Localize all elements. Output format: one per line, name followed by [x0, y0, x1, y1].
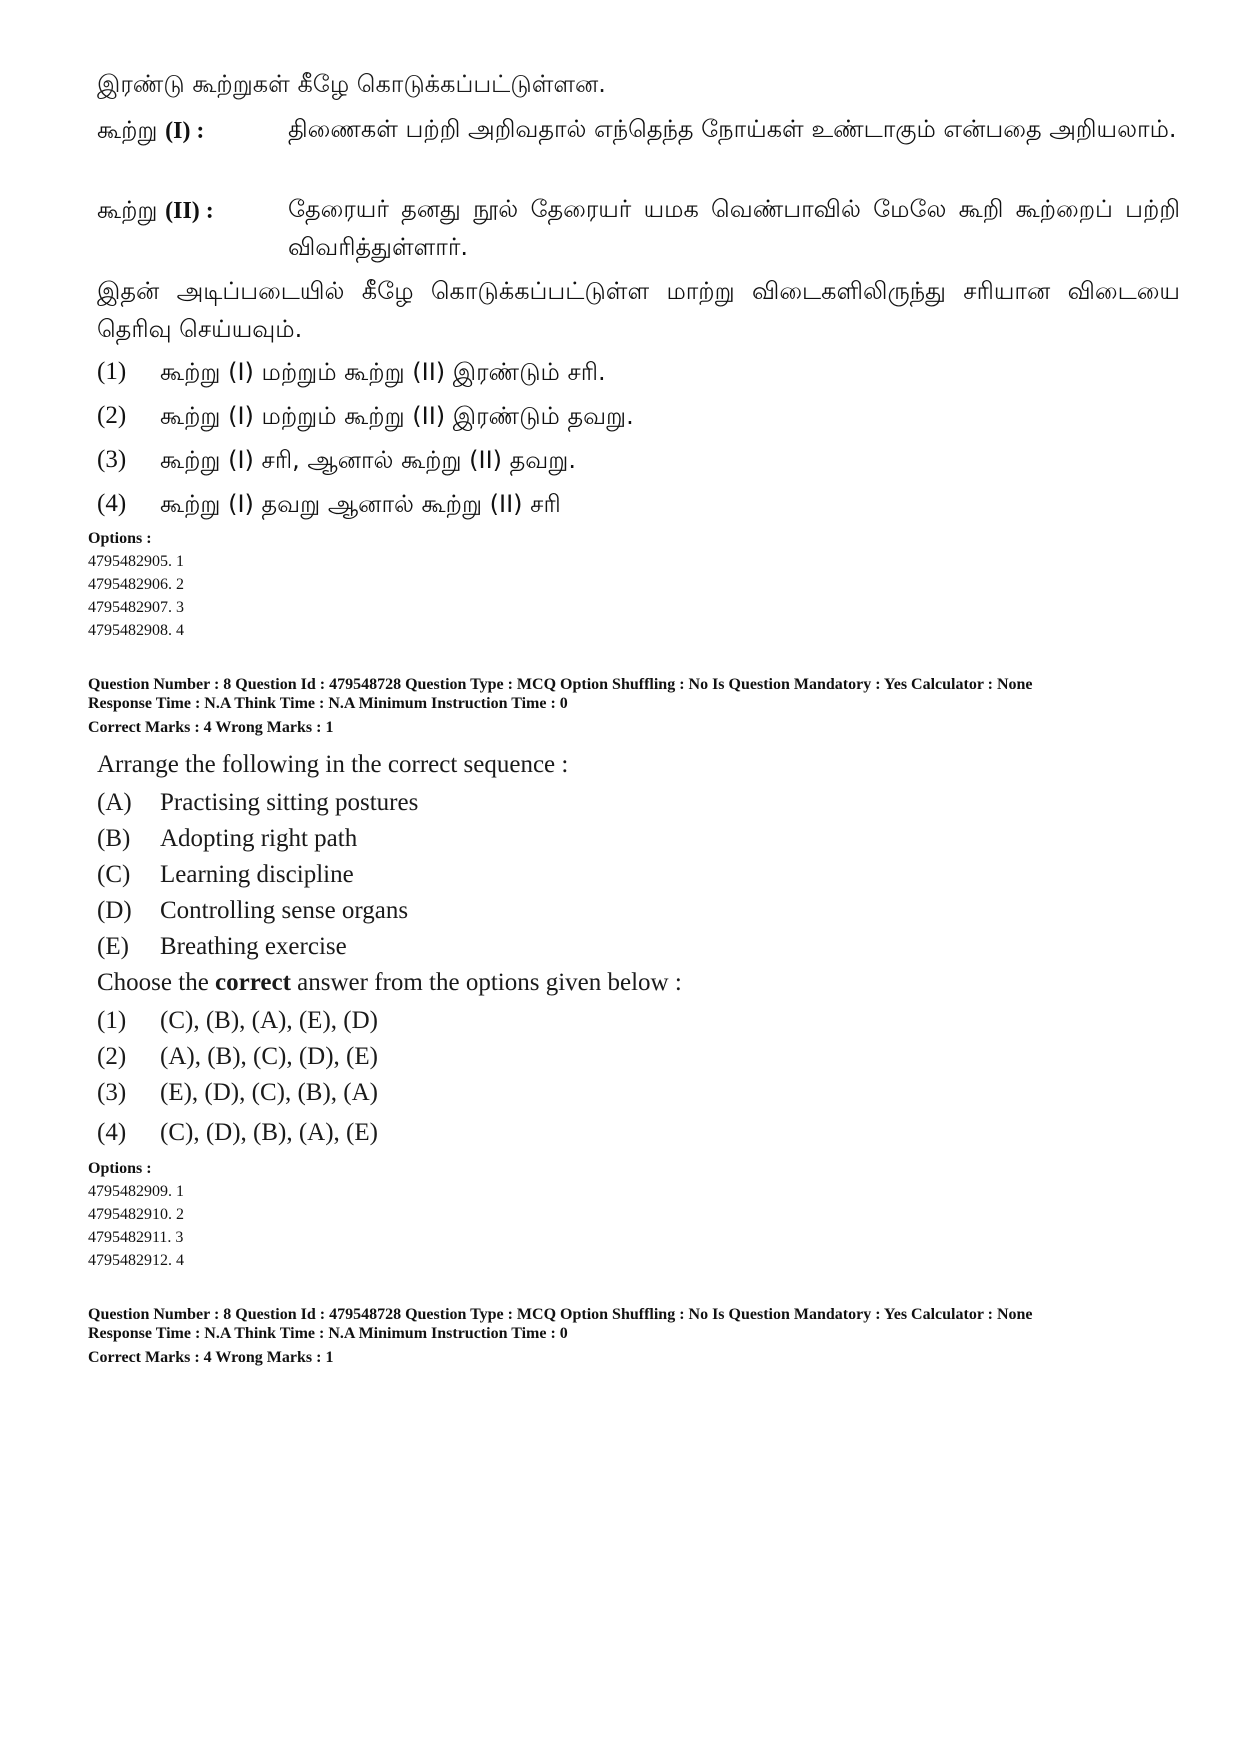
q8-meta-repeat-line3: Correct Marks : 4 Wrong Marks : 1	[88, 1349, 334, 1366]
q7-choice-text: கூற்று (I) சரி, ஆனால் கூற்று (II) தவறு.	[160, 446, 576, 474]
q7-option-id: 4795482906. 2	[88, 576, 184, 593]
choose-before: Choose the	[97, 969, 216, 996]
q8-option-id: 4795482912. 4	[88, 1252, 184, 1269]
q8-item-label: (A)	[97, 789, 132, 816]
q8-choice-text: (C), (D), (B), (A), (E)	[160, 1119, 378, 1146]
q8-choice-num: (3)	[97, 1079, 127, 1106]
q7-choice-num: (3)	[97, 446, 127, 473]
q8-choice-num: (4)	[97, 1119, 127, 1146]
q8-item-text: Breathing exercise	[160, 933, 347, 960]
choose-bold: correct	[215, 969, 291, 996]
q7-option-id: 4795482905. 1	[88, 553, 184, 570]
q7-options-label: Options :	[88, 530, 152, 547]
choose-after: answer from the options given below :	[290, 969, 682, 996]
q8-option-id: 4795482911. 3	[88, 1229, 184, 1246]
q8-item-label: (E)	[97, 933, 129, 960]
statement-roman: (II) :	[165, 198, 214, 224]
q7-choice-text: கூற்று (I) மற்றும் கூற்று (II) இரண்டும் சரி.	[160, 358, 606, 386]
q7-option-id: 4795482908. 4	[88, 622, 184, 639]
statement-prefix: கூற்று	[97, 116, 158, 144]
q8-item-label: (C)	[97, 861, 131, 888]
q8-meta-line2: Response Time : N.A Think Time : N.A Minimum Instruction Time : 0	[88, 695, 568, 712]
q7-choice-num: (4)	[97, 490, 127, 517]
q8-meta-repeat-line2: Response Time : N.A Think Time : N.A Minimum Instruction Time : 0	[88, 1325, 568, 1342]
q7-choice-text: கூற்று (I) தவறு ஆனால் கூற்று (II) சரி	[160, 490, 561, 518]
statement-roman: (I) :	[165, 118, 205, 144]
statement-prefix: கூற்று	[97, 196, 158, 224]
q7-instruction: இதன் அடிப்படையில் கீழே கொடுக்கப்பட்டுள்ள மாற்று விடைகளிலிருந்து சரியான விடையை தெரிவு செய்யவும்.	[97, 277, 1180, 343]
q8-prompt: Arrange the following in the correct sequence :	[97, 751, 569, 778]
q8-item-text: Adopting right path	[160, 825, 358, 852]
q7-option-id: 4795482907. 3	[88, 599, 184, 616]
q8-item-label: (D)	[97, 897, 132, 924]
q8-options-label: Options :	[88, 1160, 152, 1177]
q8-choice-text: (C), (B), (A), (E), (D)	[160, 1007, 378, 1034]
q8-item-text: Controlling sense organs	[160, 897, 409, 924]
q8-item-text: Practising sitting postures	[160, 789, 419, 816]
q8-choose-instruction	[97, 966, 682, 1000]
q8-meta-line1: Question Number : 8 Question Id : 479548728 Question Type : MCQ Option Shuffling : No Is Question Mandatory : Yes Calculator : None	[88, 676, 1033, 693]
q8-item-label: (B)	[97, 825, 131, 852]
q7-statement2-text: தேரையர் தனது நூல் தேரையர் யமக வெண்பாவில் மேலே கூறி கூற்றைப் பற்றி விவரித்துள்ளார்.	[288, 195, 1180, 261]
q7-intro: இரண்டு கூற்றுகள் கீழே கொடுக்கப்பட்டுள்ளன.	[97, 70, 606, 98]
q8-option-id: 4795482910. 2	[88, 1206, 184, 1223]
q7-statement1-text: திணைகள் பற்றி அறிவதால் எந்தெந்த நோய்கள் உண்டாகும் என்பதை அறியலாம்.	[288, 115, 1177, 143]
q7-statement2-label	[97, 194, 214, 227]
q8-meta-repeat-line1: Question Number : 8 Question Id : 479548728 Question Type : MCQ Option Shuffling : No Is Question Mandatory : Yes Calculator : None	[88, 1306, 1033, 1323]
q7-choice-text: கூற்று (I) மற்றும் கூற்று (II) இரண்டும் தவறு.	[160, 402, 634, 430]
q7-statement1-label	[97, 114, 204, 147]
q8-option-id: 4795482909. 1	[88, 1183, 184, 1200]
q8-choice-text: (A), (B), (C), (D), (E)	[160, 1043, 378, 1070]
q8-item-text: Learning discipline	[160, 861, 354, 888]
q8-choice-text: (E), (D), (C), (B), (A)	[160, 1079, 378, 1106]
q8-choice-num: (2)	[97, 1043, 127, 1070]
q7-choice-num: (2)	[97, 402, 127, 429]
q7-choice-num: (1)	[97, 358, 127, 385]
q8-meta-line3: Correct Marks : 4 Wrong Marks : 1	[88, 719, 334, 736]
q8-choice-num: (1)	[97, 1007, 127, 1034]
